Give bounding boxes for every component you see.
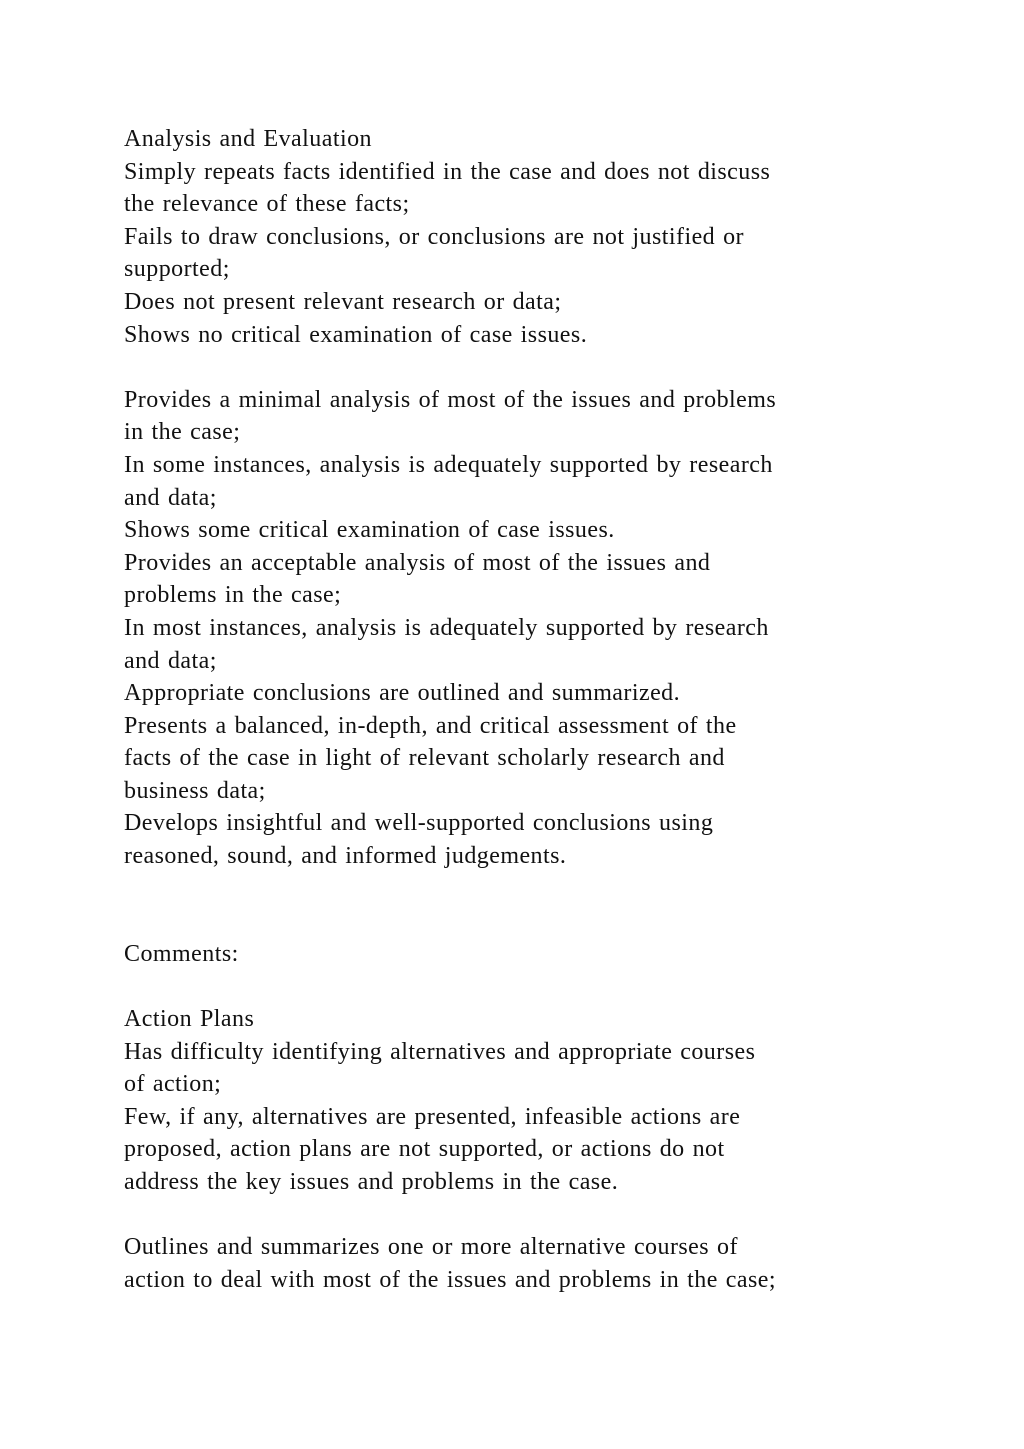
text-line: Few, if any, alternatives are presented, infeasible actions are — [124, 1103, 741, 1130]
blank-line — [124, 905, 924, 938]
text-line: facts of the case in light of relevant scholarly research and — [124, 745, 725, 772]
comments-label: Comments: — [124, 940, 239, 967]
text-line: problems in the case; — [124, 582, 342, 609]
text-line: business data; — [124, 777, 266, 804]
text-line: the relevance of these facts; — [124, 191, 410, 218]
text-line: supported; — [124, 256, 230, 283]
text-line: in the case; — [124, 419, 241, 446]
text-line: Fails to draw conclusions, or conclusions are not justified or — [124, 223, 744, 250]
text-line: Outlines and summarizes one or more alternative courses of — [124, 1234, 738, 1261]
text-line: reasoned, sound, and informed judgements. — [124, 843, 567, 870]
text-line: Provides a minimal analysis of most of the issues and problems — [124, 386, 777, 413]
text-line: Does not present relevant research or data; — [124, 288, 562, 315]
text-line: Appropriate conclusions are outlined and summarized. — [124, 680, 681, 707]
text-line: proposed, action plans are not supported, or actions do not — [124, 1136, 725, 1163]
text-line: and data; — [124, 647, 217, 674]
text-line: Presents a balanced, in-depth, and critical assessment of the — [124, 712, 737, 739]
text-line: Has difficulty identifying alternatives and appropriate courses — [124, 1038, 756, 1065]
text-line: Develops insightful and well-supported conclusions using — [124, 810, 714, 837]
section-heading-action-plans: Action Plans — [124, 1006, 255, 1033]
blank-line — [124, 1199, 924, 1232]
blank-line — [124, 873, 924, 906]
document-body — [124, 123, 924, 1296]
text-line: and data; — [124, 484, 217, 511]
section-heading-analysis: Analysis and Evaluation — [124, 126, 372, 152]
text-line: Shows some critical examination of case issues. — [124, 517, 615, 544]
blank-line — [124, 970, 924, 1003]
text-line: Simply repeats facts identified in the case and does not discuss — [124, 158, 771, 185]
text-line: In most instances, analysis is adequately supported by research — [124, 614, 769, 641]
text-line: Shows no critical examination of case issues. — [124, 321, 588, 348]
text-line: Provides an acceptable analysis of most of the issues and — [124, 549, 711, 576]
blank-line — [124, 351, 924, 384]
text-line: In some instances, analysis is adequately supported by research — [124, 451, 773, 478]
text-line: action to deal with most of the issues and problems in the case; — [124, 1266, 777, 1293]
text-line: of action; — [124, 1071, 222, 1098]
text-line: address the key issues and problems in the case. — [124, 1169, 619, 1195]
